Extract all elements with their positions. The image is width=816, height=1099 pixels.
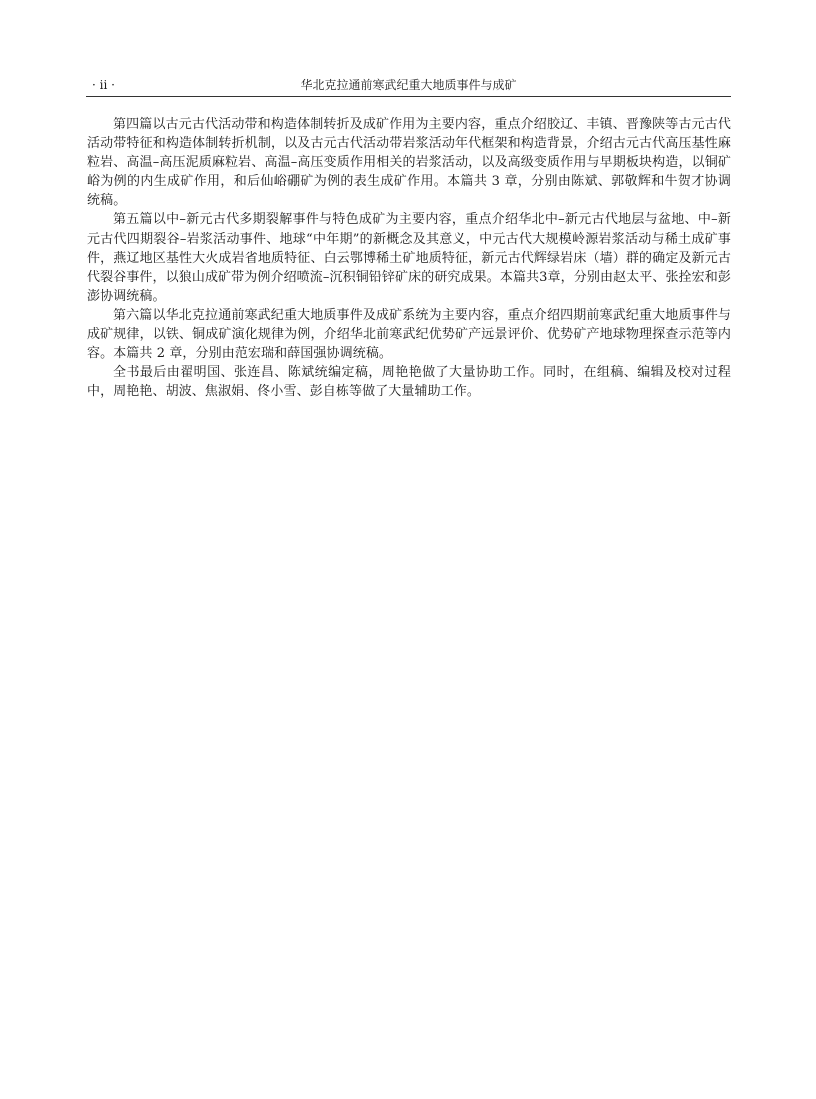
paragraph-part-six: 第六篇以华北克拉通前寒武纪重大地质事件及成矿系统为主要内容，重点介绍四期前寒武纪重大地质事件与成矿规律，以铁、铜成矿演化规律为例，介绍华北前寒武纪优势矿产远景评价、优势矿产地球物理探查示范等内容。本篇共 2 章，分别由范宏瑞和薛国强协调统稿。 bbox=[87, 307, 731, 362]
running-header bbox=[86, 76, 731, 97]
body-text bbox=[87, 115, 731, 401]
running-title: 华北克拉通前寒武纪重大地质事件与成矿 bbox=[300, 78, 517, 92]
paragraph-acknowledgement: 全书最后由翟明国、张连昌、陈斌统编定稿，周艳艳做了大量协助工作。同时，在组稿、编辑及校对过程中，周艳艳、胡波、焦淑娟、佟小雪、彭自栋等做了大量辅助工作。 bbox=[87, 365, 731, 400]
paragraph-part-four: 第四篇以古元古代活动带和构造体制转折及成矿作用为主要内容，重点介绍胶辽、丰镇、晋豫陕等古元古代活动带特征和构造体制转折机制，以及古元古代活动带岩浆活动年代框架和构造背景，介绍古元古代高压基性麻粒岩、高温–高压泥质麻粒岩、高温–高压变质作用相关的岩浆活动，以及高级变质作用与早期板块构造，以铜矿峪为例的内生成矿作用，和后仙峪硼矿为例的表生成矿作用。本篇共 3 章，分别由陈斌、郭敬辉和牛贺才协调统稿。 bbox=[87, 117, 731, 209]
paragraph-part-five: 第五篇以中–新元古代多期裂解事件与特色成矿为主要内容，重点介绍华北中–新元古代地层与盆地、中–新元古代四期裂谷–岩浆活动事件、地球“中年期”的新概念及其意义，中元古代大规模岭源岩浆活动与稀土成矿事件，燕辽地区基性大火成岩省地质特征、白云鄂博稀土矿地质特征，新元古代辉绿岩床（墙）群的确定及新元古代裂谷事件，以狼山成矿带为例介绍喷流–沉积铜铅锌矿床的研究成果。本篇共3章，分别由赵太平、张拴宏和彭澎协调统稿。 bbox=[87, 212, 731, 304]
page-number: · ii · bbox=[92, 78, 115, 92]
